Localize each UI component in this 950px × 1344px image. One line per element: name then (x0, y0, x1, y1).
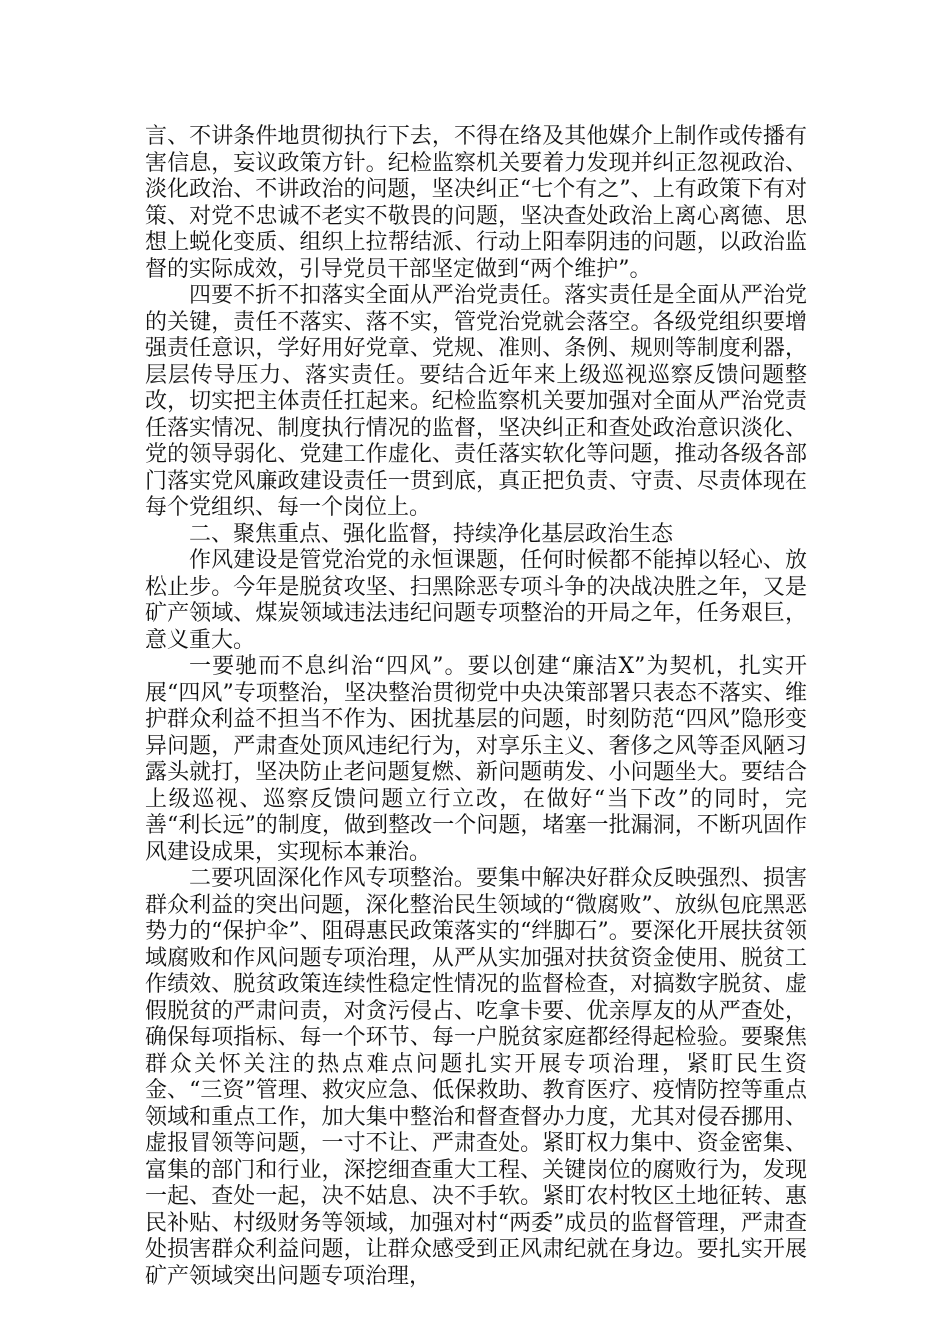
document-page (145, 124, 807, 1290)
paragraph-four-winds: 一要驰而不息纠治“四风”。要以创建“廉洁X”为契机，扎实开展“四风”专项整治，坚决整治贯彻党中央决策部署只表态不落实、维护群众利益不担当不作为、困扰基层的问题，时刻防范“四风”隐形变异问题，严肃查处顶风违纪行为，对享乐主义、奢侈之风等歪风陋习露头就打，坚决防止老问题复燃、新问题萌发、小问题坐大。要结合上级巡视、巡察反馈问题立行立改，在做好“当下改”的同时，完善“利长远”的制度，做到整改一个问题，堵塞一批漏洞，不断巩固作风建设成果，实现标本兼治。 (145, 654, 807, 865)
paragraph-continuation: 言、不讲条件地贯彻执行下去，不得在络及其他媒介上制作或传播有害信息，妄议政策方针。纪检监察机关要着力发现并纠正忽视政治、淡化政治、不讲政治的问题，坚决纠正“七个有之”、上有政策下有对策、对党不忠诚不老实不敬畏的问题，坚决查处政治上离心离德、思想上蜕化变质、组织上拉帮结派、行动上阳奉阴违的问题，以政治监督的实际成效，引导党员干部坚定做到“两个维护”。 (145, 124, 807, 282)
paragraph-work-style: 作风建设是管党治党的永恒课题，任何时候都不能掉以轻心、放松止步。今年是脱贫攻坚、扫黑除恶专项斗争的决战决胜之年，又是矿产领域、煤炭领域违法违纪问题专项整治的开局之年，任务艰巨，意义重大。 (145, 548, 807, 653)
paragraph-responsibility: 四要不折不扣落实全面从严治党责任。落实责任是全面从严治党的关键，责任不落实、落不实，管党治党就会落空。各级党组织要增强责任意识，学好用好党章、党规、准则、条例、规则等制度利器，层层传导压力、落实责任。要结合近年来上级巡视巡察反馈问题整改，切实把主体责任扛起来。纪检监察机关要加强对全面从严治党责任落实情况、制度执行情况的监督，坚决纠正和查处政治意识淡化、党的领导弱化、党建工作虚化、责任落实软化等问题，推动各级各部门落实党风廉政建设责任一贯到底，真正把负责、守责、尽责体现在每个党组织、每一个岗位上。 (145, 283, 807, 520)
paragraph-special-rectification: 二要巩固深化作风专项整治。要集中解决好群众反映强烈、损害群众利益的突出问题，深化整治民生领域的“微腐败”、放纵包庇黑恶势力的“保护伞”、阻碍惠民政策落实的“绊脚石”。要深化开展扶贫领域腐败和作风问题专项治理，从严从实加强对扶贫资金使用、脱贫工作绩效、脱贫政策连续性稳定性情况的监督检查，对搞数字脱贫、虚假脱贫的严肃问责，对贪污侵占、吃拿卡要、优亲厚友的从严查处，确保每项指标、每一个环节、每一户脱贫家庭都经得起检验。要聚焦群众关怀关注的热点难点问题扎实开展专项治理，紧盯民生资金、“三资”管理、救灾应急、低保救助、教育医疗、疫情防控等重点领域和重点工作，加大集中整治和督查督办力度，尤其对侵吞挪用、虚报冒领等问题，一寸不让、严肃查处。紧盯权力集中、资金密集、富集的部门和行业，深挖细查重大工程、关键岗位的腐败行为，发现一起、查处一起，决不姑息、决不手软。紧盯农村牧区土地征转、惠民补贴、村级财务等领域，加强对村“两委”成员的监督管理，严肃查处损害群众利益问题，让群众感受到正风肃纪就在身边。要扎实开展矿产领域突出问题专项治理， (145, 866, 807, 1289)
section-heading-two: 二、聚焦重点、强化监督，持续净化基层政治生态 (189, 521, 674, 547)
